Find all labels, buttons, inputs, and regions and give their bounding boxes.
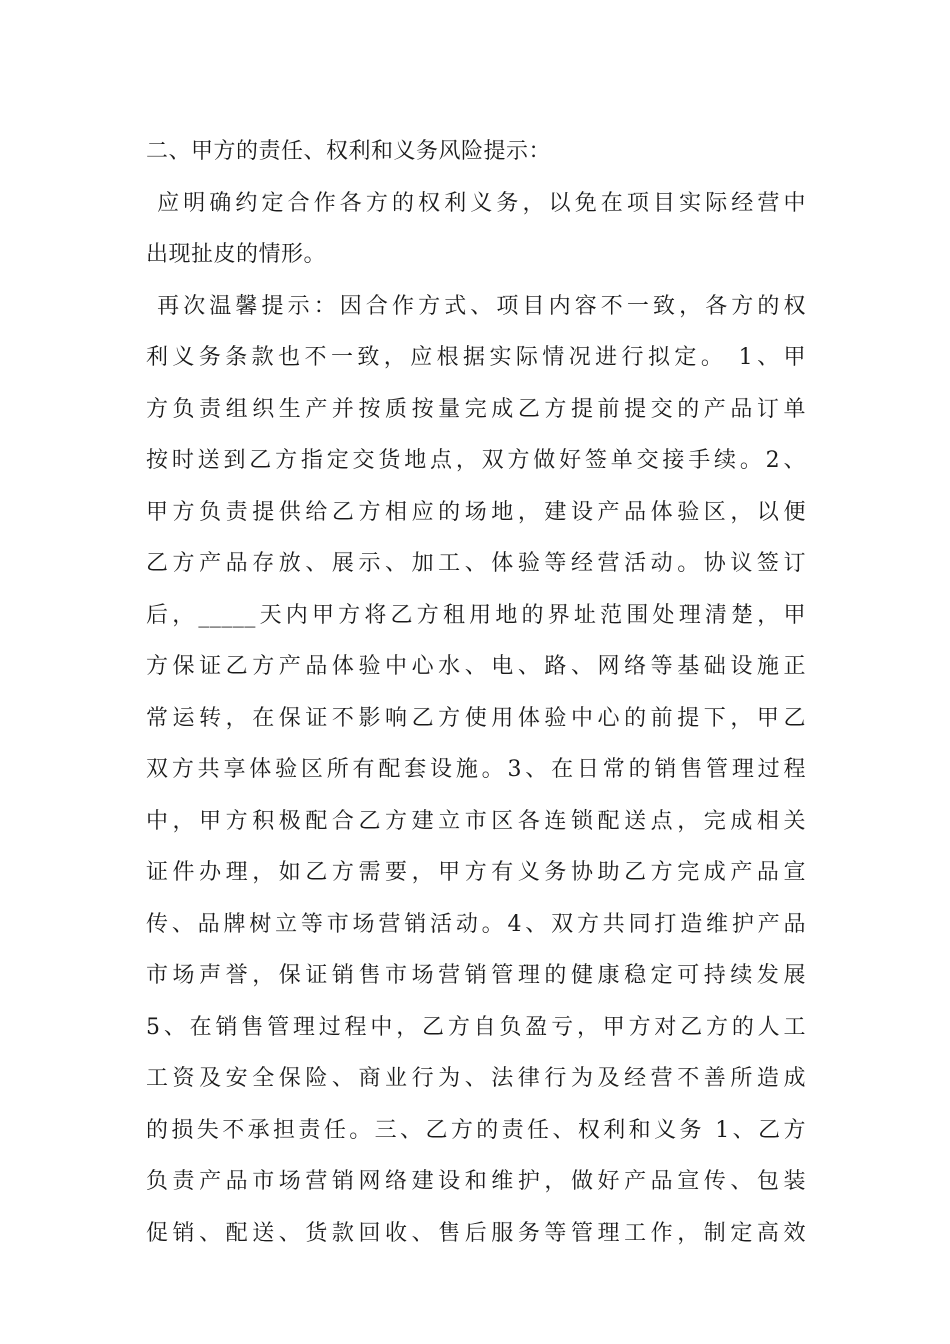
text-line: 后，_____天内甲方将乙方租用地的界址范围处理清楚，甲 bbox=[146, 602, 806, 628]
text-line: 方负责组织生产并按质按量完成乙方提前提交的产品订单 bbox=[146, 396, 806, 422]
text-line: 中，甲方积极配合乙方建立市区各连锁配送点，完成相关 bbox=[146, 808, 806, 834]
text-line: 市场声誉，保证销售市场营销管理的健康稳定可持续发展 bbox=[146, 963, 806, 988]
text-line: 按时送到乙方指定交货地点，双方做好签单交接手续。2、 bbox=[146, 448, 806, 473]
text-line: 甲方负责提供给乙方相应的场地，建设产品体验区，以便 bbox=[146, 499, 806, 525]
text-line: 5、在销售管理过程中，乙方自负盈亏，甲方对乙方的人工 bbox=[146, 1014, 806, 1040]
text-line: 促销、配送、货款回收、售后服务等管理工作，制定高效 bbox=[146, 1220, 806, 1246]
text-line: 双方共享体验区所有配套设施。3、在日常的销售管理过程 bbox=[146, 757, 806, 782]
text-line: 利义务条款也不一致，应根据实际情况进行拟定。 1、甲 bbox=[146, 345, 806, 370]
text-line: 证件办理，如乙方需要，甲方有义务协助乙方完成产品宣 bbox=[146, 860, 806, 885]
text-line: 工资及安全保险、商业行为、法律行为及经营不善所造成 bbox=[146, 1066, 806, 1091]
text-line: 应明确约定合作各方的权利义务，以免在项目实际经营中 bbox=[146, 190, 806, 216]
document-body bbox=[146, 126, 806, 1259]
text-line: 出现扯皮的情形。 bbox=[146, 242, 327, 267]
text-line: 的损失不承担责任。三、乙方的责任、权利和义务 1、乙方 bbox=[146, 1117, 806, 1143]
text-line: 常运转，在保证不影响乙方使用体验中心的前提下，甲乙 bbox=[146, 705, 806, 731]
section-heading: 二、甲方的责任、权利和义务风险提示： bbox=[146, 139, 552, 164]
text-line: 再次温馨提示：因合作方式、项目内容不一致，各方的权 bbox=[146, 293, 806, 319]
text-line: 乙方产品存放、展示、加工、体验等经营活动。协议签订 bbox=[146, 551, 806, 576]
text-line: 负责产品市场营销网络建设和维护，做好产品宣传、包装 bbox=[146, 1169, 806, 1194]
text-line: 方保证乙方产品体验中心水、电、路、网络等基础设施正 bbox=[146, 654, 806, 679]
text-line: 传、品牌树立等市场营销活动。4、双方共同打造维护产品 bbox=[146, 911, 806, 937]
